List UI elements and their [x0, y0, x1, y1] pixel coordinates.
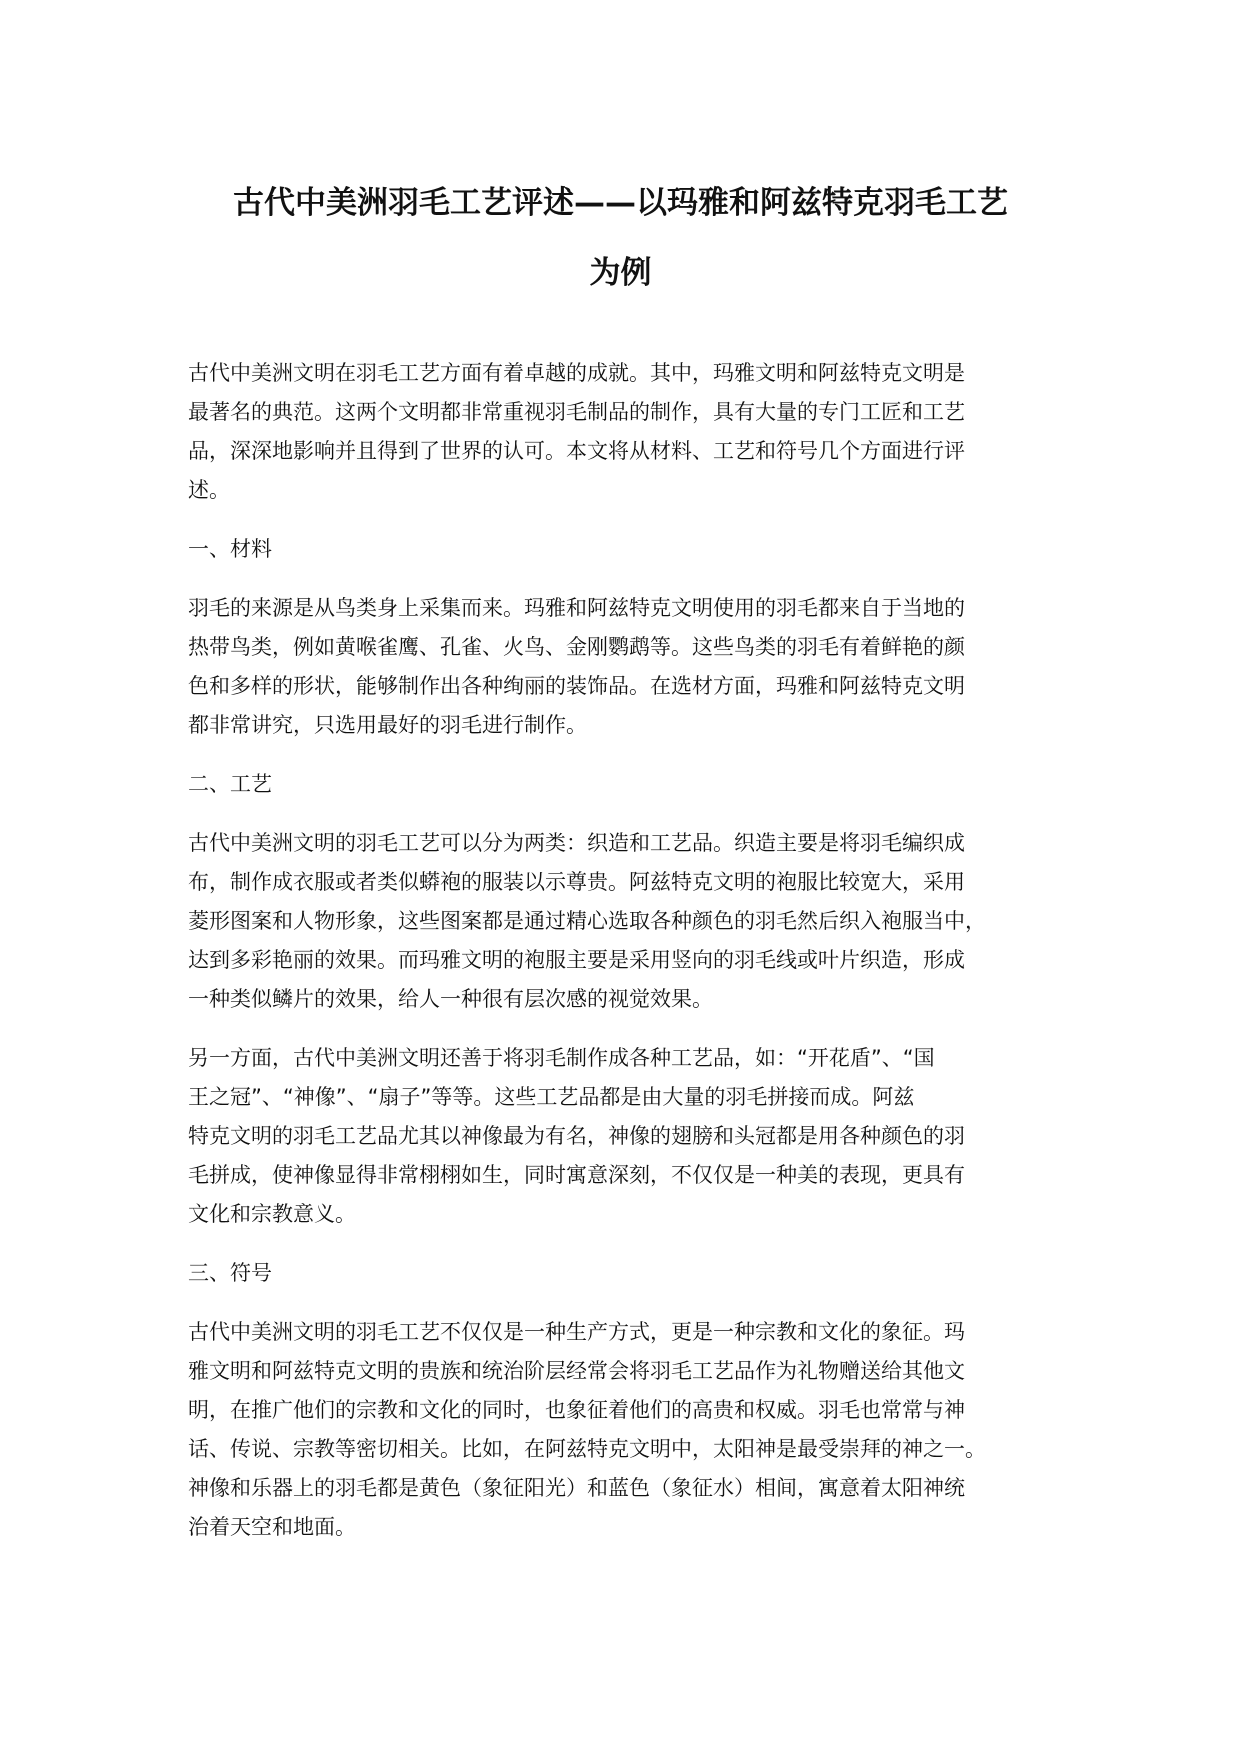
text-line: 都非常讲究，只选用最好的羽毛进行制作。	[188, 713, 587, 737]
text-line: 热带鸟类，例如黄喉雀鹰、孔雀、火鸟、金刚鹦鹉等。这些鸟类的羽毛有着鲜艳的颜	[188, 635, 965, 659]
craft-paragraph-1	[188, 824, 1068, 1019]
text-line: 神像和乐器上的羽毛都是黄色（象征阳光）和蓝色（象征水）相间，寓意着太阳神统	[188, 1476, 965, 1500]
symbols-paragraph	[188, 1313, 1068, 1547]
text-line: 治着天空和地面。	[188, 1515, 356, 1539]
text-line: 雅文明和阿兹特克文明的贵族和统治阶层经常会将羽毛工艺品作为礼物赠送给其他文	[188, 1359, 965, 1383]
text-line: 品，深深地影响并且得到了世界的认可。本文将从材料、工艺和符号几个方面进行评	[188, 439, 965, 463]
document-title	[150, 168, 1091, 308]
title-line-2: 为例	[589, 255, 652, 291]
text-line: 毛拼成，使神像显得非常栩栩如生，同时寓意深刻，不仅仅是一种美的表现，更具有	[188, 1163, 965, 1187]
text-line: 特克文明的羽毛工艺品尤其以神像最为有名，神像的翅膀和头冠都是用各种颜色的羽	[188, 1124, 965, 1148]
document-body	[188, 354, 1068, 1567]
text-line: 最著名的典范。这两个文明都非常重视羽毛制品的制作，具有大量的专门工匠和工艺	[188, 400, 965, 424]
text-line: 达到多彩艳丽的效果。而玛雅文明的袍服主要是采用竖向的羽毛线或叶片织造，形成	[188, 948, 965, 972]
text-line: 古代中美洲文明的羽毛工艺不仅仅是一种生产方式，更是一种宗教和文化的象征。玛	[188, 1320, 965, 1344]
text-line: 一种类似鳞片的效果，给人一种很有层次感的视觉效果。	[188, 987, 713, 1011]
materials-paragraph	[188, 589, 1068, 745]
text-line: 另一方面，古代中美洲文明还善于将羽毛制作成各种工艺品，如：“开花盾”、“国	[188, 1046, 935, 1070]
text-line: 古代中美洲文明在羽毛工艺方面有着卓越的成就。其中，玛雅文明和阿兹特克文明是	[188, 361, 965, 385]
text-line: 明，在推广他们的宗教和文化的同时，也象征着他们的高贵和权威。羽毛也常常与神	[188, 1398, 965, 1422]
text-line: 色和多样的形状，能够制作出各种绚丽的装饰品。在选材方面，玛雅和阿兹特克文明	[188, 674, 965, 698]
section-heading-materials: 一、材料	[188, 537, 272, 561]
text-line: 布，制作成衣服或者类似蟒袍的服装以示尊贵。阿兹特克文明的袍服比较宽大，采用	[188, 870, 965, 894]
text-line: 话、传说、宗教等密切相关。比如，在阿兹特克文明中，太阳神是最受崇拜的神之一。	[188, 1437, 986, 1461]
intro-paragraph	[188, 354, 1068, 510]
section-heading-craft: 二、工艺	[188, 772, 272, 796]
text-line: 述。	[188, 478, 230, 502]
craft-paragraph-2	[188, 1039, 1068, 1234]
text-line: 菱形图案和人物形象，这些图案都是通过精心选取各种颜色的羽毛然后织入袍服当中，	[188, 909, 986, 933]
text-line: 文化和宗教意义。	[188, 1202, 356, 1226]
text-line: 王之冠”、“神像”、“扇子”等等。这些工艺品都是由大量的羽毛拼接而成。阿兹	[188, 1085, 915, 1109]
title-line-1: 古代中美洲羽毛工艺评述——以玛雅和阿兹特克羽毛工艺	[233, 185, 1008, 221]
section-heading-symbols: 三、符号	[188, 1261, 272, 1285]
text-line: 古代中美洲文明的羽毛工艺可以分为两类：织造和工艺品。织造主要是将羽毛编织成	[188, 831, 965, 855]
text-line: 羽毛的来源是从鸟类身上采集而来。玛雅和阿兹特克文明使用的羽毛都来自于当地的	[188, 596, 965, 620]
